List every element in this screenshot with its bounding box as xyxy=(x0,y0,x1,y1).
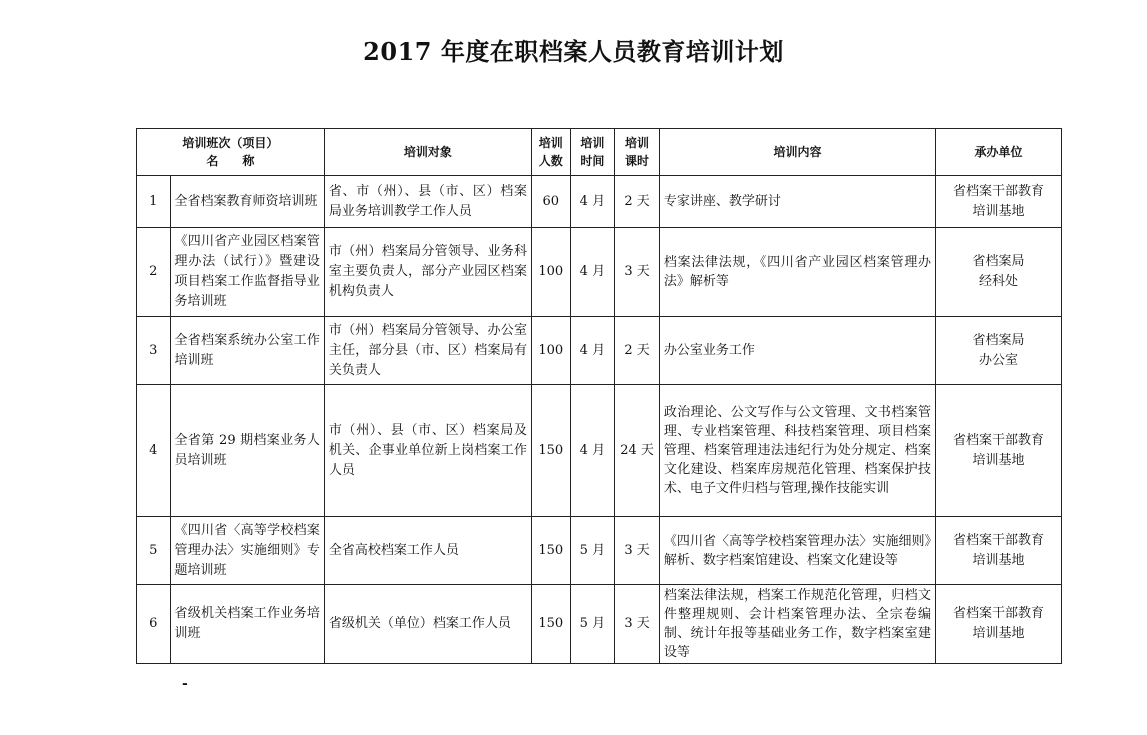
table-row xyxy=(137,517,1062,585)
row-content: 办公室业务工作 xyxy=(659,317,935,385)
row-time: 4 月 xyxy=(570,228,615,317)
table-header-row xyxy=(137,129,1062,176)
header-hours: 培训 课时 xyxy=(615,129,660,176)
row-content: 档案法律法规，档案工作规范化管理，归档文件整理规则、会计档案管理办法、全宗卷编制、统计年报等基础业务工作，数字档案室建设等 xyxy=(659,585,935,664)
row-count: 150 xyxy=(531,585,570,664)
header-count: 培训 人数 xyxy=(531,129,570,176)
row-content: 政治理论、公文写作与公文管理、文书档案管理、专业档案管理、科技档案管理、项目档案管理、档案管理违法违纪行为处分规定、档案文化建设、档案库房规范化管理、档案保护技术、电子文件归档与管理,操作技能实训 xyxy=(659,385,935,517)
table-row xyxy=(137,228,1062,317)
row-time: 4 月 xyxy=(570,317,615,385)
row-time: 5 月 xyxy=(570,517,615,585)
row-index: 2 xyxy=(137,228,171,317)
row-hours: 3 天 xyxy=(615,585,660,664)
row-name: 全省第 29 期档案业务人员培训班 xyxy=(170,385,324,517)
row-target: 市（州）档案局分管领导、办公室主任，部分县（市、区）档案局有关负责人 xyxy=(324,317,531,385)
training-plan-table xyxy=(136,128,1062,664)
row-organizer: 省档案干部教育 培训基地 xyxy=(936,517,1062,585)
row-hours: 3 天 xyxy=(615,517,660,585)
row-content: 专家讲座、教学研讨 xyxy=(659,176,935,228)
row-hours: 2 天 xyxy=(615,317,660,385)
page-title: 2017 年度在职档案人员教育培训计划 xyxy=(363,37,784,66)
row-name: 全省档案系统办公室工作培训班 xyxy=(170,317,324,385)
header-target: 培训对象 xyxy=(324,129,531,176)
row-index: 5 xyxy=(137,517,171,585)
row-name: 省级机关档案工作业务培训班 xyxy=(170,585,324,664)
row-organizer: 省档案干部教育 培训基地 xyxy=(936,585,1062,664)
footer-mark: - xyxy=(182,676,188,692)
header-time: 培训 时间 xyxy=(570,129,615,176)
row-time: 4 月 xyxy=(570,385,615,517)
row-time: 4 月 xyxy=(570,176,615,228)
row-index: 1 xyxy=(137,176,171,228)
row-content: 档案法律法规，《四川省产业园区档案管理办法》解析等 xyxy=(659,228,935,317)
row-index: 4 xyxy=(137,385,171,517)
table-row xyxy=(137,317,1062,385)
row-organizer: 省档案干部教育 培训基地 xyxy=(936,176,1062,228)
row-target: 省、市（州）、县（市、区）档案局业务培训教学工作人员 xyxy=(324,176,531,228)
row-count: 60 xyxy=(531,176,570,228)
header-name: 培训班次（项目） 名 称 xyxy=(137,129,325,176)
table-row xyxy=(137,385,1062,517)
row-time: 5 月 xyxy=(570,585,615,664)
row-content: 《四川省〈高等学校档案管理办法〉实施细则》解析、数字档案馆建设、档案文化建设等 xyxy=(659,517,935,585)
row-target: 市（州）、县（市、区）档案局及机关、企事业单位新上岗档案工作人员 xyxy=(324,385,531,517)
row-hours: 2 天 xyxy=(615,176,660,228)
row-organizer: 省档案局 办公室 xyxy=(936,317,1062,385)
row-target: 全省高校档案工作人员 xyxy=(324,517,531,585)
row-count: 150 xyxy=(531,385,570,517)
row-name: 《四川省〈高等学校档案管理办法〉实施细则》专题培训班 xyxy=(170,517,324,585)
row-hours: 3 天 xyxy=(615,228,660,317)
header-organizer: 承办单位 xyxy=(936,129,1062,176)
table-row xyxy=(137,585,1062,664)
row-hours: 24 天 xyxy=(615,385,660,517)
row-count: 100 xyxy=(531,317,570,385)
row-name: 《四川省产业园区档案管理办法（试行）》暨建设项目档案工作监督指导业务培训班 xyxy=(170,228,324,317)
row-organizer: 省档案局 经科处 xyxy=(936,228,1062,317)
row-target: 省级机关（单位）档案工作人员 xyxy=(324,585,531,664)
row-target: 市（州）档案局分管领导、业务科室主要负责人，部分产业园区档案机构负责人 xyxy=(324,228,531,317)
table-row xyxy=(137,176,1062,228)
row-count: 150 xyxy=(531,517,570,585)
row-count: 100 xyxy=(531,228,570,317)
row-index: 6 xyxy=(137,585,171,664)
row-name: 全省档案教育师资培训班 xyxy=(170,176,324,228)
row-index: 3 xyxy=(137,317,171,385)
header-content: 培训内容 xyxy=(659,129,935,176)
row-organizer: 省档案干部教育 培训基地 xyxy=(936,385,1062,517)
